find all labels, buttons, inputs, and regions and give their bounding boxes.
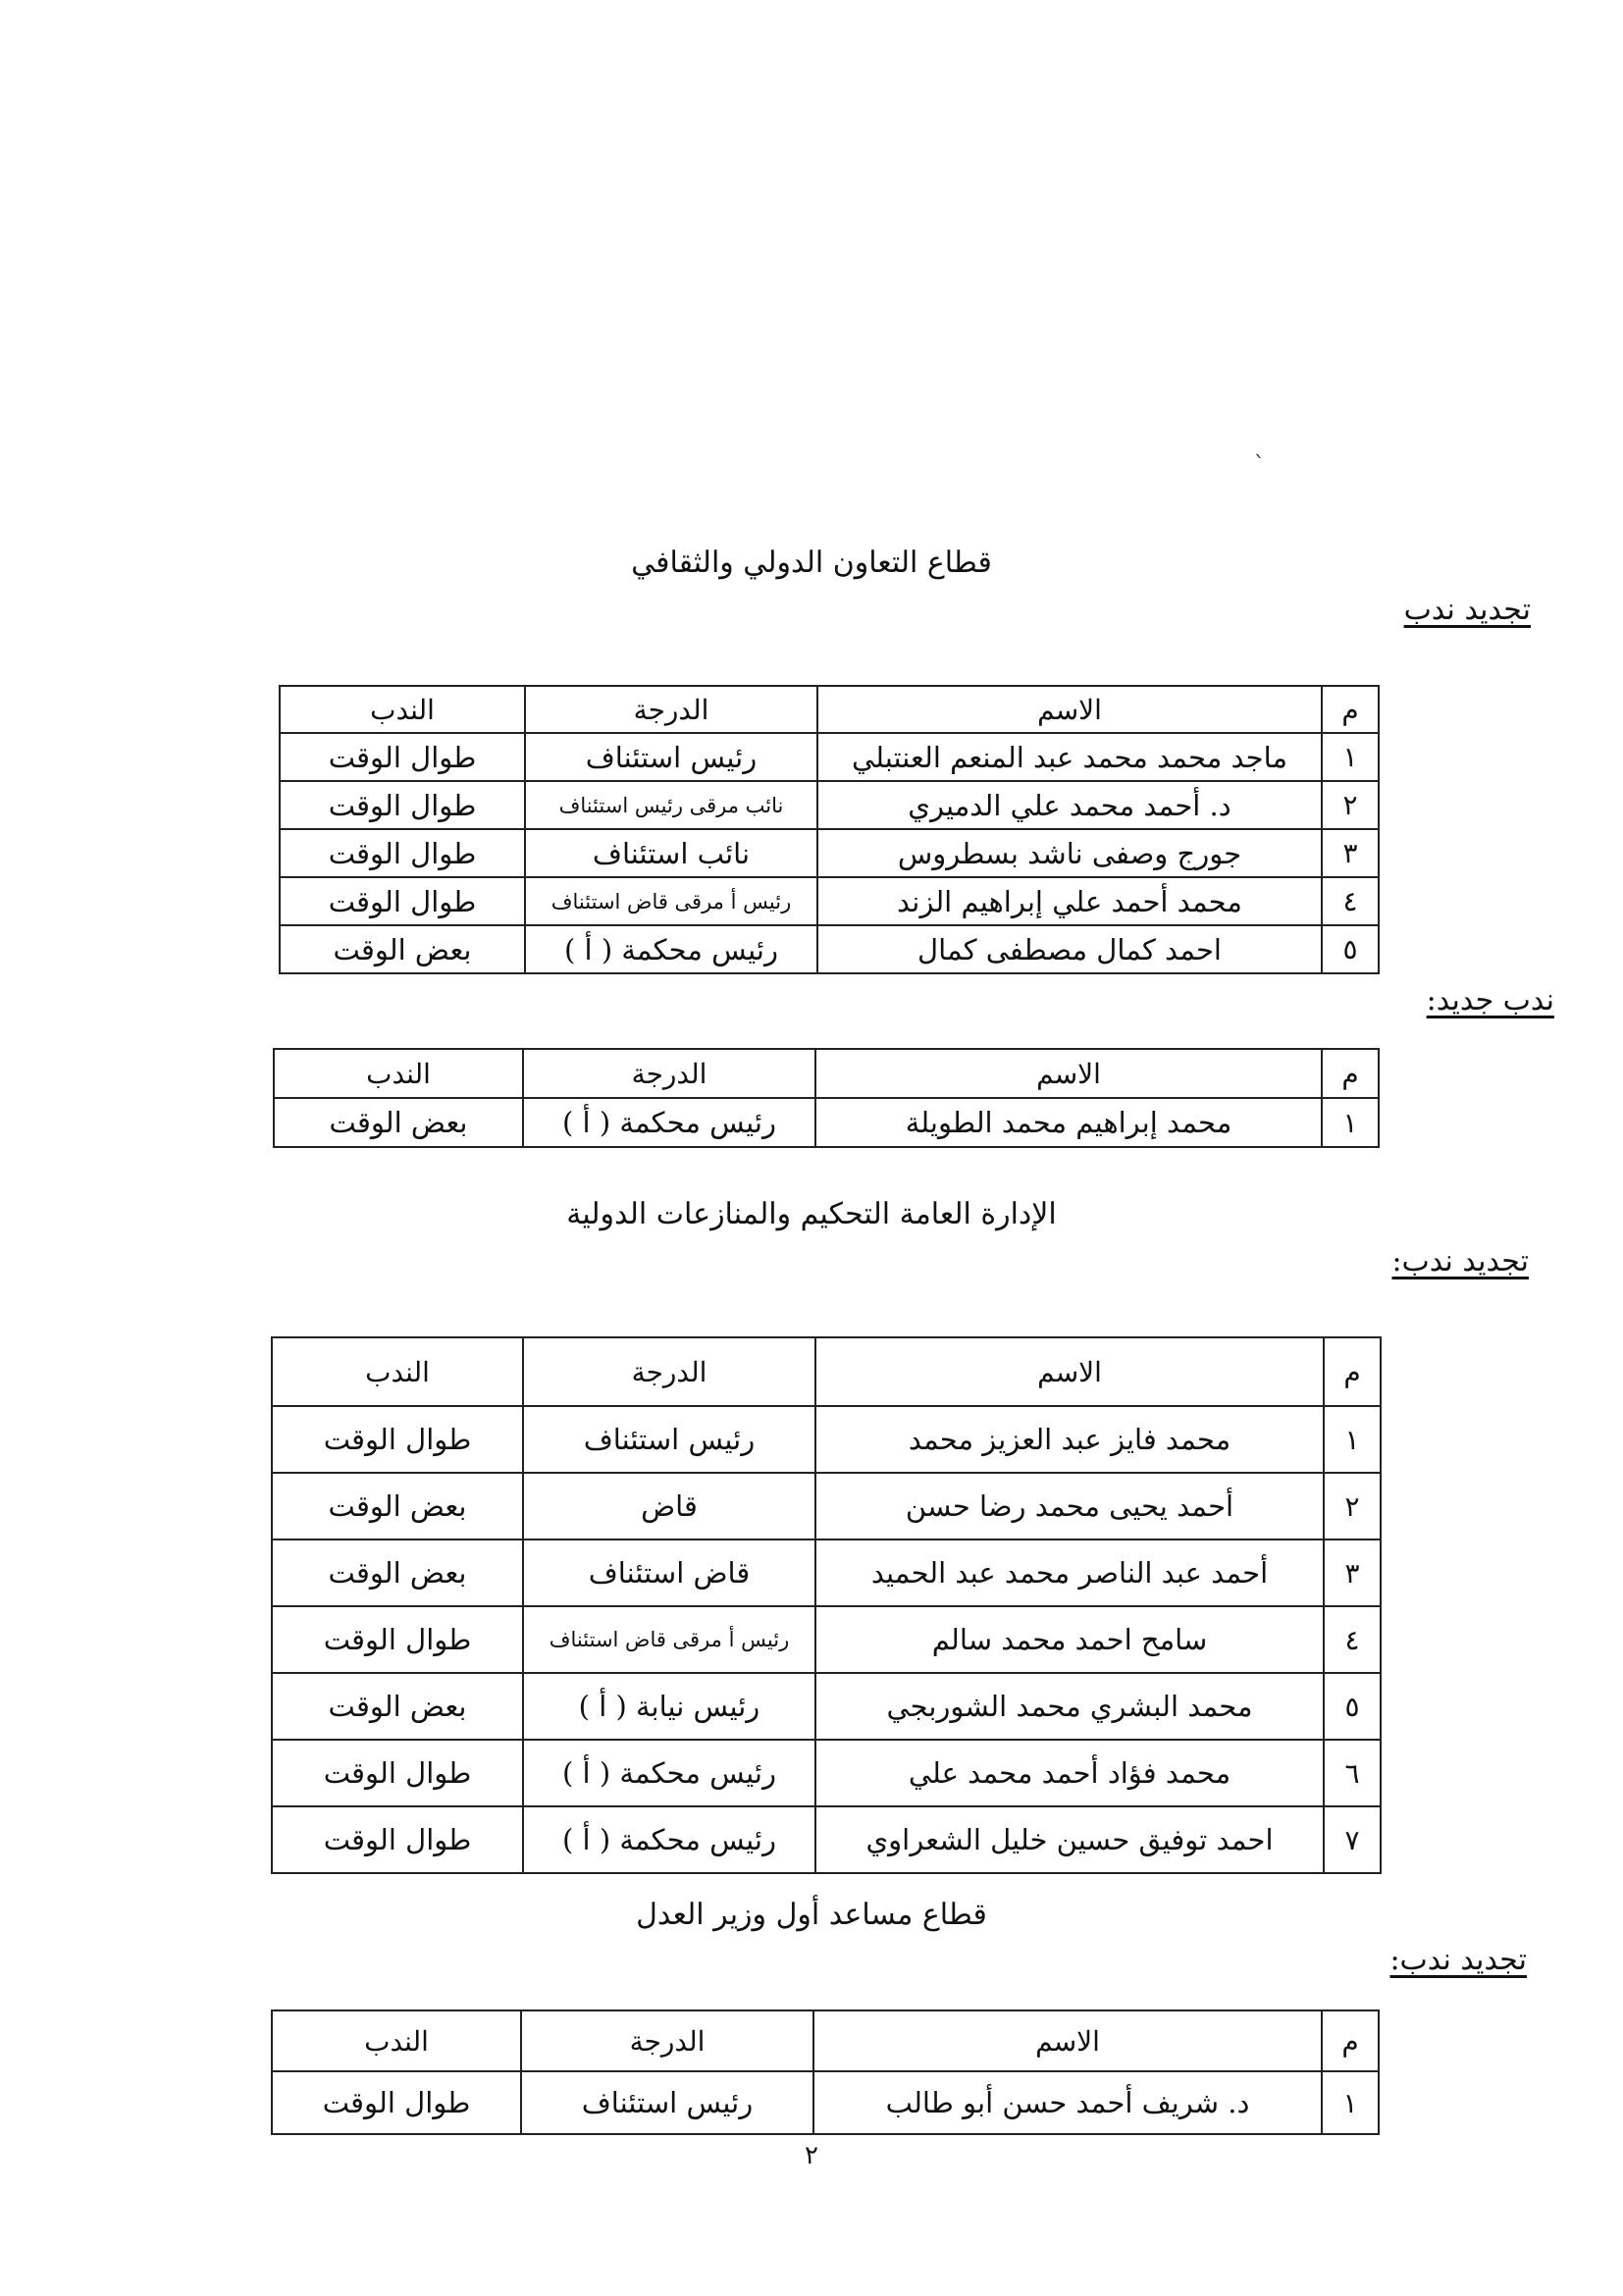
table-row bbox=[272, 1673, 1381, 1740]
cell-number: ٣ bbox=[1322, 829, 1379, 877]
table-row bbox=[272, 1740, 1381, 1806]
cell-secondment: طوال الوقت bbox=[280, 781, 525, 829]
cell-grade: رئيس محكمة ( أ ) bbox=[523, 1806, 815, 1873]
column-header-grade: الدرجة bbox=[523, 1049, 815, 1098]
cell-grade: رئيس محكمة ( أ ) bbox=[525, 925, 817, 973]
cell-grade: رئيس أ مرقى قاض استئناف bbox=[525, 877, 817, 925]
section-title-international-cooperation: قطاع التعاون الدولي والثقافي bbox=[631, 546, 992, 580]
cell-name: محمد فؤاد أحمد محمد علي bbox=[815, 1740, 1324, 1806]
cell-number: ١ bbox=[1322, 1098, 1379, 1147]
table-header-row bbox=[272, 2010, 1379, 2071]
table-row bbox=[274, 1098, 1379, 1147]
column-header-grade: الدرجة bbox=[521, 2010, 813, 2071]
subheading-renewal: تجديد ندب: bbox=[1391, 1244, 1529, 1278]
table-header-row bbox=[274, 1049, 1379, 1098]
table-row bbox=[272, 1473, 1381, 1539]
cell-name: سامح احمد محمد سالم bbox=[815, 1606, 1324, 1673]
cell-name: ماجد محمد محمد عبد المنعم العنتبلي bbox=[817, 733, 1322, 781]
cell-number: ٥ bbox=[1322, 925, 1379, 973]
column-header-number: م bbox=[1324, 1337, 1381, 1406]
column-header-secondment: الندب bbox=[272, 1337, 523, 1406]
table-row bbox=[272, 1406, 1381, 1473]
column-header-name: الاسم bbox=[815, 1049, 1322, 1098]
column-header-number: م bbox=[1322, 686, 1379, 733]
cell-grade: رئيس استئناف bbox=[521, 2071, 813, 2134]
cell-name: احمد توفيق حسين خليل الشعراوي bbox=[815, 1806, 1324, 1873]
cell-name: محمد أحمد علي إبراهيم الزند bbox=[817, 877, 1322, 925]
table-row bbox=[280, 877, 1379, 925]
cell-name: محمد البشري محمد الشوربجي bbox=[815, 1673, 1324, 1740]
table-header-row bbox=[272, 1337, 1381, 1406]
cell-number: ٦ bbox=[1324, 1740, 1381, 1806]
cell-grade: رئيس استئناف bbox=[523, 1406, 815, 1473]
cell-number: ١ bbox=[1324, 1406, 1381, 1473]
cell-name: جورج وصفى ناشد بسطروس bbox=[817, 829, 1322, 877]
table-row bbox=[280, 733, 1379, 781]
cell-secondment: بعض الوقت bbox=[280, 925, 525, 973]
column-header-grade: الدرجة bbox=[523, 1337, 815, 1406]
table-renewal-first-assistant bbox=[271, 2009, 1380, 2135]
table-row bbox=[272, 1606, 1381, 1673]
cell-secondment: بعض الوقت bbox=[272, 1473, 523, 1539]
table-row bbox=[272, 2071, 1379, 2134]
cell-number: ١ bbox=[1322, 2071, 1379, 2134]
cell-grade: قاض bbox=[523, 1473, 815, 1539]
column-header-grade: الدرجة bbox=[525, 686, 817, 733]
stray-mark: ` bbox=[1254, 453, 1265, 478]
column-header-number: م bbox=[1322, 1049, 1379, 1098]
cell-grade: نائب مرقى رئيس استئناف bbox=[525, 781, 817, 829]
cell-name: د. شريف أحمد حسن أبو طالب bbox=[813, 2071, 1322, 2134]
cell-secondment: طوال الوقت bbox=[272, 1606, 523, 1673]
table-row bbox=[280, 829, 1379, 877]
column-header-name: الاسم bbox=[813, 2010, 1322, 2071]
table-header-row bbox=[280, 686, 1379, 733]
table-row bbox=[280, 925, 1379, 973]
column-header-number: م bbox=[1322, 2010, 1379, 2071]
cell-grade: رئيس أ مرقى قاض استئناف bbox=[523, 1606, 815, 1673]
table-row bbox=[272, 1806, 1381, 1873]
table-row bbox=[272, 1539, 1381, 1606]
cell-secondment: بعض الوقت bbox=[274, 1098, 523, 1147]
cell-secondment: طوال الوقت bbox=[272, 1406, 523, 1473]
cell-grade: رئيس نيابة ( أ ) bbox=[523, 1673, 815, 1740]
cell-number: ٤ bbox=[1324, 1606, 1381, 1673]
column-header-secondment: الندب bbox=[272, 2010, 521, 2071]
cell-number: ٣ bbox=[1324, 1539, 1381, 1606]
cell-grade: رئيس استئناف bbox=[525, 733, 817, 781]
column-header-secondment: الندب bbox=[274, 1049, 523, 1098]
cell-grade: قاض استئناف bbox=[523, 1539, 815, 1606]
cell-name: د. أحمد محمد علي الدميري bbox=[817, 781, 1322, 829]
cell-secondment: طوال الوقت bbox=[280, 733, 525, 781]
cell-secondment: طوال الوقت bbox=[272, 2071, 521, 2134]
page-number: ٢ bbox=[805, 2141, 818, 2170]
cell-number: ٧ bbox=[1324, 1806, 1381, 1873]
cell-secondment: طوال الوقت bbox=[272, 1806, 523, 1873]
subheading-new-secondment: ندب جديد: bbox=[1426, 983, 1554, 1018]
section-title-arbitration: الإدارة العامة التحكيم والمنازعات الدولية bbox=[566, 1197, 1057, 1231]
cell-grade: رئيس محكمة ( أ ) bbox=[523, 1740, 815, 1806]
cell-number: ٢ bbox=[1322, 781, 1379, 829]
column-header-name: الاسم bbox=[817, 686, 1322, 733]
cell-name: محمد إبراهيم محمد الطويلة bbox=[815, 1098, 1322, 1147]
table-renewal-arbitration bbox=[271, 1336, 1382, 1874]
cell-grade: نائب استئناف bbox=[525, 829, 817, 877]
cell-secondment: بعض الوقت bbox=[272, 1539, 523, 1606]
column-header-name: الاسم bbox=[815, 1337, 1324, 1406]
cell-name: احمد كمال مصطفى كمال bbox=[817, 925, 1322, 973]
cell-name: أحمد يحيى محمد رضا حسن bbox=[815, 1473, 1324, 1539]
subheading-renewal: تجديد ندب bbox=[1403, 593, 1531, 627]
subheading-renewal: تجديد ندب: bbox=[1389, 1943, 1527, 1977]
cell-number: ٢ bbox=[1324, 1473, 1381, 1539]
cell-grade: رئيس محكمة ( أ ) bbox=[523, 1098, 815, 1147]
table-renewal-cooperation bbox=[279, 685, 1380, 974]
cell-name: محمد فايز عبد العزيز محمد bbox=[815, 1406, 1324, 1473]
cell-number: ٤ bbox=[1322, 877, 1379, 925]
section-title-first-assistant-minister: قطاع مساعد أول وزير العدل bbox=[636, 1898, 987, 1932]
cell-secondment: بعض الوقت bbox=[272, 1673, 523, 1740]
table-new-cooperation bbox=[273, 1048, 1380, 1148]
cell-secondment: طوال الوقت bbox=[280, 829, 525, 877]
cell-number: ١ bbox=[1322, 733, 1379, 781]
cell-name: أحمد عبد الناصر محمد عبد الحميد bbox=[815, 1539, 1324, 1606]
column-header-secondment: الندب bbox=[280, 686, 525, 733]
cell-secondment: طوال الوقت bbox=[280, 877, 525, 925]
cell-secondment: طوال الوقت bbox=[272, 1740, 523, 1806]
table-row bbox=[280, 781, 1379, 829]
cell-number: ٥ bbox=[1324, 1673, 1381, 1740]
